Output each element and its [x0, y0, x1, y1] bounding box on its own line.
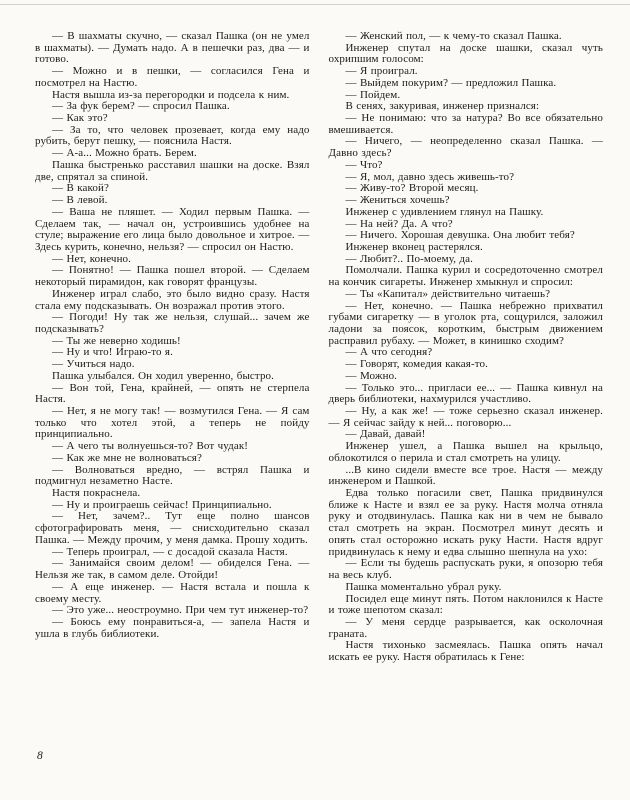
paragraph: — Понятно! — Пашка пошел второй. — Сделаем некоторый пирамидон, как говорят французы. [35, 264, 310, 289]
paragraph: — Ты же неверно ходишь! [52, 334, 181, 347]
paragraph: — Жениться хочешь? [345, 194, 450, 207]
paragraph: — Волноваться вредно, — встрял Пашка и подмигнул незаметно Насте. [35, 463, 310, 488]
paragraph: — А чего ты волнуешься-то? Вот чудак! [52, 440, 249, 453]
paragraph: — Живу-то? Второй месяц. [345, 182, 479, 195]
text-column-left [35, 31, 310, 664]
paragraph: — А-а... Можно брать. Берем. [52, 147, 197, 160]
paragraph: Инженер спутал на доске шашки, сказал чуть охрипшим голосом: [328, 41, 603, 66]
paragraph: — Ну и проиграешь сейчас! Принципиально. [52, 498, 272, 511]
paragraph: — Ничего. Хорошая девушка. Она любит тебя? [345, 229, 575, 242]
paragraph: — Любит?.. По-моему, да. [345, 252, 473, 265]
paragraph: — Это уже... неостроумно. При чем тут инженер-то? [52, 604, 309, 617]
paragraph: — В левой. [52, 194, 108, 207]
paragraph: — А еще инженер. — Настя встала и пошла к своему месту. [35, 580, 310, 605]
text-column-right [329, 31, 604, 664]
paragraph: Помолчали. Пашка курил и сосредоточенно смотрел на кончик сигареты. Инженер хмыкнул и спросил: [328, 264, 603, 289]
paragraph: — Занимайся своим делом! — обиделся Гена. — Нельзя же так, в самом деле. Отойди! [35, 557, 310, 582]
paragraph: — Женский пол, — к чему-то сказал Пашка. [345, 30, 562, 42]
paragraph: — Нет, я не могу так! — возмутился Гена. — Я сам только что хотел этой, а теперь не пойду принципиально. [35, 405, 310, 441]
paragraph: — У меня сердце разрывается, как осколочная граната. [328, 615, 603, 640]
paragraph: — В какой? [52, 182, 109, 195]
paragraph: — За фук берем? — спросил Пашка. [52, 100, 230, 113]
paragraph: Инженер играл слабо, это было видно сразу. Настя стала ему подсказывать. Он возражал против этого. [35, 287, 310, 312]
paragraph: — Давай, давай! [345, 428, 426, 441]
paragraph: — Боюсь ему понравиться-а, — запела Настя и ушла в глубь библиотеки. [35, 615, 310, 640]
paragraph: — Учиться надо. [52, 358, 135, 371]
paragraph: В сенях, закуривая, инженер признался: [345, 100, 540, 113]
two-column-text-block [35, 31, 603, 664]
paragraph: — Пойдем. [345, 88, 401, 101]
paragraph: — Выйдем покурим? — предложил Пашка. [345, 76, 557, 89]
paragraph: — Я проиграл. [345, 65, 418, 78]
paragraph: — Можно и в пешки, — согласился Гена и посмотрел на Настю. [35, 65, 310, 89]
paragraph: Пашка моментально убрал руку. [345, 580, 502, 593]
paragraph: — Если ты будешь распускать руки, я опозорю тебя на весь клуб. [328, 557, 603, 582]
paragraph: Пашка быстренько расставил шашки на доске. Взял две, спрятал за спиной. [35, 158, 310, 183]
paragraph: — За то, что человек прозевает, когда ему надо рубить, берут пешку, — пояснила Настя. [35, 123, 310, 148]
paragraph: — Ну, а как же! — тоже серьезно сказал инженер. — Я сейчас зайду к ней... поговорю... [328, 405, 603, 429]
paragraph: — Ну и что! Играю-то я. [52, 346, 173, 359]
paragraph: Настя покраснела. [52, 487, 141, 500]
paragraph: — Я, мол, давно здесь живешь-то? [345, 170, 515, 183]
paragraph: — Нет, зачем?.. Тут еще полно шансов сфотографировать меня, — снисходительно сказал Пашка. — Между прочим, у меня дамка. Прошу ходить. [35, 510, 310, 546]
paragraph: — Вон той, Гена, крайней, — опять не стерпела Настя. [35, 381, 310, 406]
paragraph: — Как же мне не волноваться? [52, 451, 202, 464]
paragraph: — Как это? [52, 112, 108, 125]
paragraph: Пашка улыбался. Он ходил уверенно, быстро. [52, 369, 275, 382]
paragraph: Инженер с удивлением глянул на Пашку. [345, 205, 544, 218]
paragraph: Инженер ушел, а Пашка вышел на крыльцо, облокотился о перила и стал смотреть на улицу. [328, 440, 603, 464]
paragraph: — Что? [345, 158, 383, 171]
paragraph: — Ваша не пляшет. — Ходил первым Пашка. — Сделаем так, — начал он, устроившись удобнее на стуле; выражение его лица было довольное и хитрое. — Здесь курить, конечно, нельзя? — спросил он Настю. [35, 205, 310, 253]
scan-artifact-line [0, 4, 630, 5]
paragraph: — Нет, конечно. [52, 252, 132, 265]
paragraph: Посидел еще минут пять. Потом наклонился к Насте и тоже шепотом сказал: [328, 592, 603, 617]
paragraph: — В шахматы скучно, — сказал Пашка (он не умел в шахматы). — Думать надо. А в пешечки раз, два — и готово. [35, 30, 310, 66]
paragraph: Инженер вконец растерялся. [345, 240, 483, 253]
paragraph: — Можно. [345, 369, 398, 382]
paragraph: ...В кино сидели вместе все трое. Настя — между инженером и Пашкой. [328, 463, 603, 488]
paragraph: — На ней? Да. А что? [345, 217, 453, 230]
paragraph: — А что сегодня? [345, 346, 433, 359]
paragraph: Едва только погасили свет, Пашка придвинулся ближе к Насте и взял ее за руку. Настя молча отняла руку и отодвинулась. Пашка как ни в чем не бывало стал смотреть на экран. Посмотрел минут десять и опять стал осторожно искать руку Насти. Настя вдруг придвинулась к нему и едва слышно шепнула на ухо: [328, 487, 603, 558]
paragraph: — Только это... пригласи ее... — Пашка кивнул на дверь библиотеки, нахмурился участливо. [328, 381, 603, 406]
paragraph: — Ты «Капитал» действительно читаешь? [345, 287, 551, 300]
paragraph: — Не понимаю: что за натура? Во все обязательно вмешивается. [328, 112, 603, 136]
paragraph: — Нет, конечно. — Пашка небрежно прихватил губами сигаретку — в уголок рта, сощурился, заложил ладони за поясок, коротким, быстрым движением расправил рубаху. — Может, в кинишко сходим? [328, 299, 603, 347]
paragraph: — Погоди! Ну так же нельзя, слушай... зачем же подсказывать? [35, 311, 310, 335]
paragraph: Настя вышла из-за перегородки и подсела к ним. [52, 88, 290, 101]
paragraph: — Теперь проиграл, — с досадой сказала Настя. [52, 545, 288, 558]
paragraph: Настя тихонько засмеялась. Пашка опять начал искать ее руку. Настя обратилась к Гене: [328, 639, 603, 664]
paragraph: — Говорят, комедия какая-то. [345, 358, 488, 371]
paragraph: — Ничего, — неопределенно сказал Пашка. — Давно здесь? [328, 135, 603, 160]
page-number: 8 [37, 750, 43, 762]
